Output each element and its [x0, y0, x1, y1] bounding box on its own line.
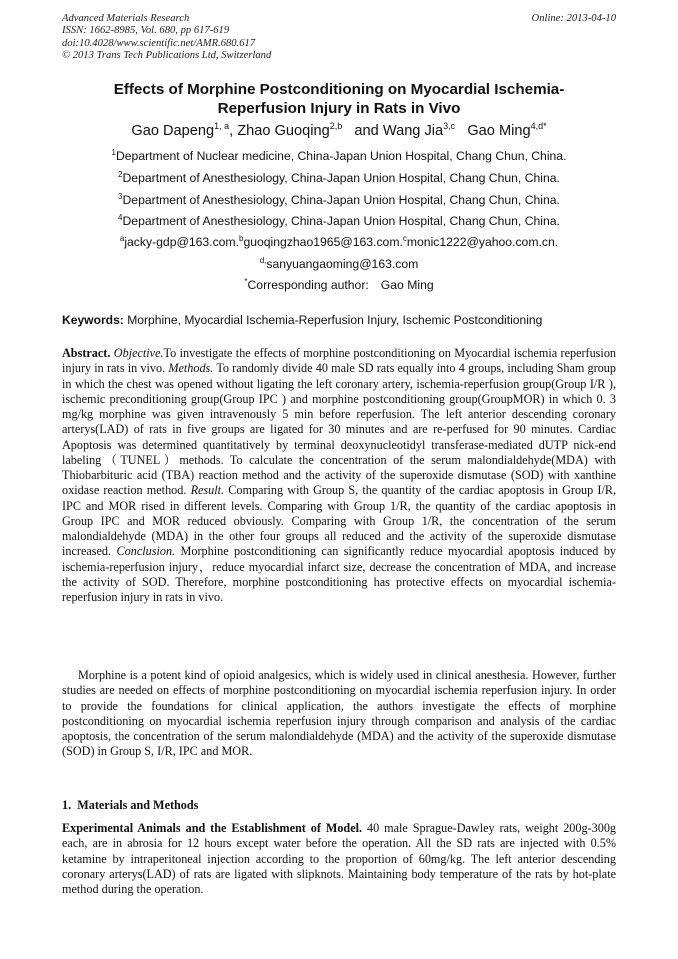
email-superscript: c [402, 234, 407, 243]
title-line-1: Effects of Morphine Postconditioning on Myocardial Ischemia- [113, 81, 565, 98]
affiliation-superscript: 1 [111, 148, 116, 157]
author-name: Gao Dapeng [131, 123, 215, 139]
email-superscript: b [238, 234, 244, 243]
online-date: Online: 2013-04-10 [531, 13, 616, 24]
author-list [62, 121, 616, 141]
email-line-2 [62, 256, 616, 272]
copyright-line: © 2013 Trans Tech Publications Ltd, Switzerland [62, 49, 272, 61]
section-heading [62, 798, 616, 813]
issn-line: ISSN: 1662-8985, Vol. 680, pp 617-619 [62, 25, 230, 37]
methods-subheading: Experimental Animals and the Establishment of Model. [62, 821, 363, 835]
email-c: monic1222@yahoo.com.cn. [406, 235, 559, 249]
methods-text: To randomly divide 40 male SD rats equally into 4 groups, including Sham group in which the chest was opened without ligating the left coronary artery, ischemia-reperfusion group(Group I/R ), ischemic preconditioning group(Group IPC ) and morphine postconditioning group(GroupMOR) in which 0. 3 mg/kg morphine was given intravenously 5 min before reperfusion. The left anterior descending coronary arterys(LAD) of rats in five groups are ligated for 30 minutes and are re-perfused for 90 minutes. Cardiac Apoptosis was determined quantitatively by terminal deoxynucleotidyl transferase-mediated dUTP nick-end labeling（TUNEL）methods. To calculate the concentration of the serum malondialdehyde(MDA) with Thiobarbituric acid (TBA) reaction method and the activity of the superoxide dismutase (SOD) with xanthine oxidase reaction method. [62, 361, 616, 498]
author-separator: , [229, 123, 238, 139]
objective-text: To investigate the effects of morphine postconditioning on Myocardial ischemia reperfusion injury in rats in vivo. [62, 346, 617, 376]
corresponding-label: Corresponding author: [247, 278, 369, 292]
affiliation-1 [62, 148, 616, 164]
conclusion-text: Morphine postconditioning can significantly reduce myocardial apoptosis induced by ischemia-reperfusion injury，reduce myocardial infarct size, decrease the concentration of MDA, and increase the activity of SOD. Therefore, morphine postconditioning has protective effects on myocardial ischemia-reperfusion injury in rats in vivo. [62, 544, 617, 604]
email-superscript: a [119, 234, 125, 243]
journal-header [62, 13, 616, 62]
affiliation-superscript: 3 [118, 192, 123, 201]
email-b: guoqingzhao1965@163.com. [243, 235, 403, 249]
abstract-label: Abstract. [62, 346, 111, 360]
author-superscript: 4,d* [530, 121, 547, 131]
keywords-label: Keywords: [62, 313, 124, 327]
author-superscript: 3,c [443, 121, 456, 131]
section-number: 1. [62, 798, 72, 812]
keywords [62, 312, 616, 328]
author-separator [455, 123, 467, 139]
author-name: Gao Ming [467, 123, 531, 139]
title-line-2: Reperfusion Injury in Rats in Vivo [217, 100, 461, 117]
corresponding-author [62, 277, 616, 293]
section-title: Materials and Methods [77, 798, 199, 812]
affiliation-superscript: 2 [118, 170, 123, 179]
author-separator: and [342, 123, 383, 139]
affiliation-4 [62, 213, 616, 229]
email-superscript: d, [259, 256, 267, 265]
methods-paragraph [62, 821, 616, 897]
author-name: Zhao Guoqing [237, 123, 330, 139]
methods-label: Methods. [168, 361, 214, 376]
affiliation-text: Department of Anesthesiology, China-Japan Union Hospital, Chang Chun, China. [122, 193, 560, 207]
affiliation-2 [62, 170, 616, 186]
affiliation-superscript: 4 [118, 213, 123, 222]
email-a: jacky-gdp@163.com. [124, 235, 239, 249]
result-text: Comparing with Group S, the quantity of the cardiac apoptosis in Group I/R, IPC and MOR rised in different levels. Comparing with Group 1/R, the quantity of the cardiac apoptosis in Group IPC and MOR reduced obviously. Comparing with Group 1/R, the concentration of the serum malondialdehyde (MDA) in the other four groups all reduced and the activity of the superoxide dismutase increased. [62, 483, 617, 559]
doi-line: doi:10.4028/www.scientific.net/AMR.680.617 [62, 37, 256, 49]
author-superscript: 2,b [329, 121, 343, 131]
abstract [62, 346, 616, 605]
affiliation-text: Department of Nuclear medicine, China-Japan Union Hospital, Chang Chun, China. [115, 149, 567, 163]
objective-label: Objective. [113, 346, 164, 360]
journal-name: Advanced Materials Research [62, 13, 190, 24]
author-superscript: 1, a [214, 121, 230, 131]
affiliation-text: Department of Anesthesiology, China-Japan Union Hospital, Chang Chun, China. [122, 214, 560, 228]
result-label: Result. [190, 483, 225, 498]
affiliation-3 [62, 192, 616, 208]
keywords-text: Morphine, Myocardial Ischemia-Reperfusion Injury, Ischemic Postconditioning [127, 313, 543, 327]
email-d: sanyuangaoming@163.com [266, 257, 419, 271]
email-line-1 [62, 234, 616, 250]
corresponding-superscript: * [244, 277, 248, 286]
affiliation-text: Department of Anesthesiology, China-Japan Union Hospital, Chang Chun, China. [122, 171, 560, 185]
author-name: Wang Jia [382, 123, 444, 139]
conclusion-label: Conclusion. [116, 544, 176, 559]
corresponding-name: Gao Ming [380, 278, 434, 292]
paper-title [62, 80, 616, 118]
methods-body: 40 male Sprague-Dawley rats, weight 200g-300g each, are in abrosia for 12 hours except water before the operation. All the SD rats are injected with 0.5% ketamine by intraperitoneal injection according to the proportion of 60mg/kg. The left anterior descending coronary arterys(LAD) of rats are ligated with slipknots. Maintaining body temperature of the rats by hot-plate method during the operation. [62, 821, 617, 896]
intro-paragraph: Morphine is a potent kind of opioid analgesics, which is widely used in clinical anesthesia. However, further studies are needed on effects of morphine postconditioning on myocardial ischemia reperfusion injury. In order to provide the foundations for clinical application, the authors investigate the effects of morphine postconditioning on myocardial ischemia reperfusion injury through comparison and analysis of the cardiac apoptosis, the concentration of the serum malondialdehyde (MDA) and the activity of the superoxide dismutase (SOD) in Group S, I/R, IPC and MOR. [62, 668, 616, 759]
